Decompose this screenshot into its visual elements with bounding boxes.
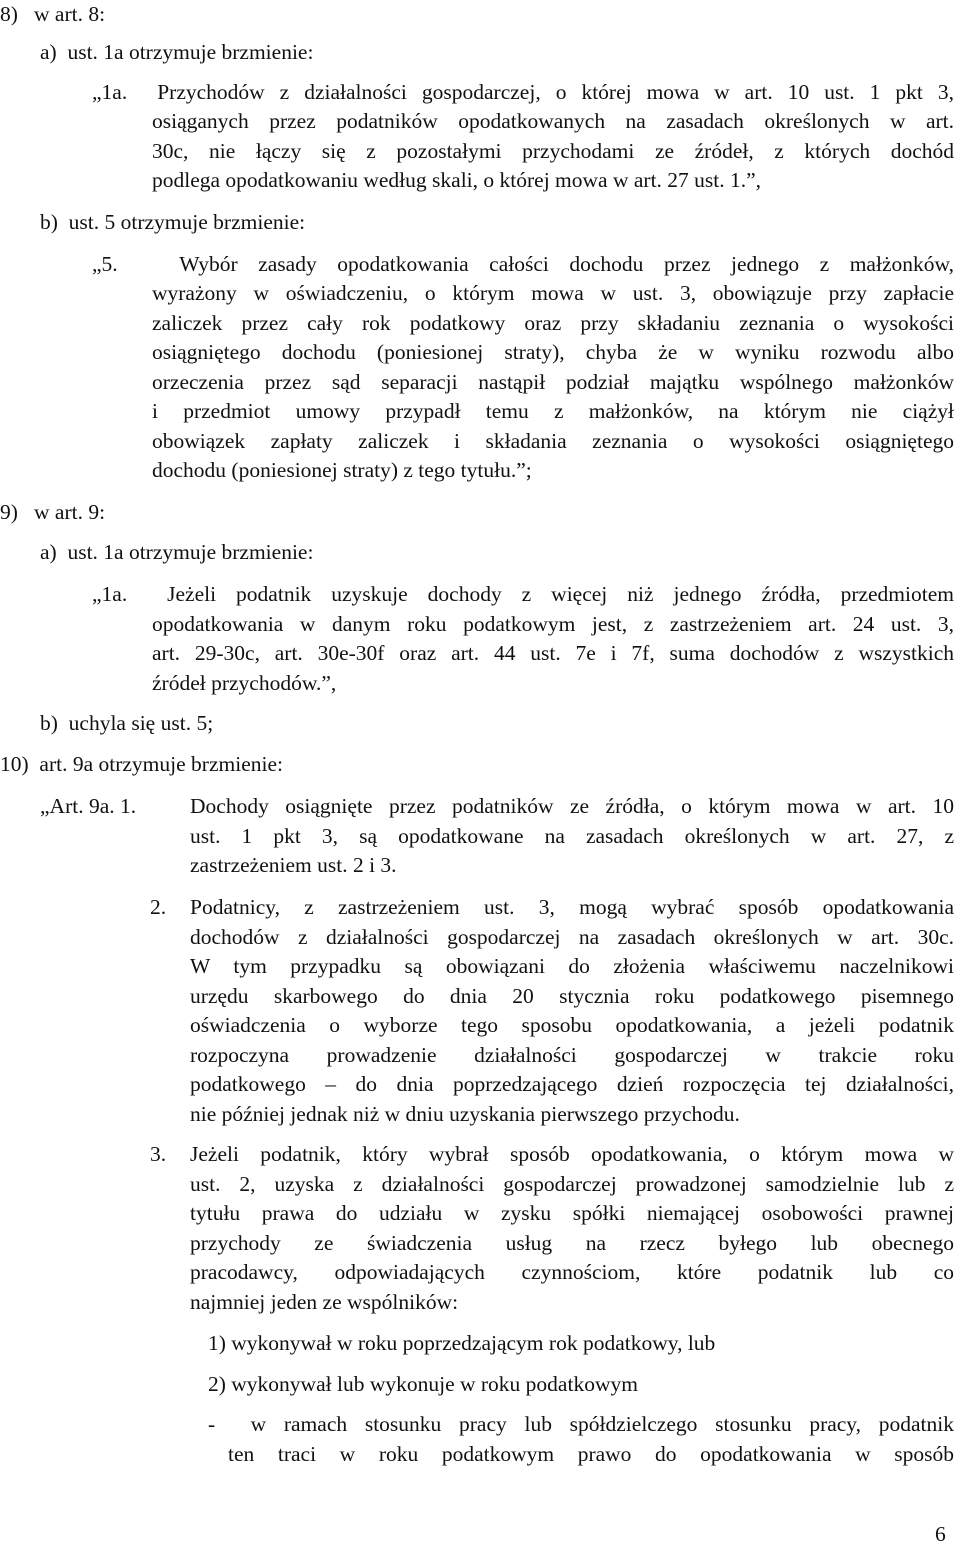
item-9a-line-1: „1a. Jeżeli podatnik uzyskuje dochody z więcej niż jednego źródła, przedmiotem	[92, 582, 954, 606]
art-9a-dash-line-2: ten traci w roku podatkowym prawo do opodatkowania w sposób	[228, 1442, 954, 1466]
item-8b-line-4: osiągniętego dochodu (poniesionej straty), chyba że w wyniku rozwodu albo	[152, 340, 954, 364]
art-9a-p3-label: 3.	[150, 1142, 167, 1166]
art-9a-label: „Art. 9a. 1.	[40, 794, 137, 818]
art-9a-p2-label: 2.	[150, 895, 167, 919]
item-9a-line-2: opodatkowania w danym roku podatkowym jest, z zastrzeżeniem art. 24 ust. 3,	[152, 612, 954, 636]
art-9a-p2-line-7: podatkowego – do dnia poprzedzającego dzień rozpoczęcia tej działalności,	[190, 1072, 954, 1096]
art-9a-p2-line-1: Podatnicy, z zastrzeżeniem ust. 3, mogą wybrać sposób opodatkowania	[190, 895, 954, 919]
item-8b-line-1: „5. Wybór zasady opodatkowania całości dochodu przez jednego z małżonków,	[92, 252, 954, 276]
art-9a-p2-line-8: nie później jednak niż w dniu uzyskania pierwszego przychodu.	[190, 1102, 740, 1126]
item-9b-heading: b) uchyla się ust. 5;	[40, 711, 214, 735]
art-9a-p1-line-1: Dochody osiągnięte przez podatników ze źródła, o którym mowa w art. 10	[190, 794, 954, 818]
art-9a-p2-line-2: dochodów z działalności gospodarczej na zasadach określonych w art. 30c.	[190, 925, 954, 949]
art-9a-p3-line-4: przychody ze świadczenia usług na rzecz byłego lub obecnego	[190, 1231, 954, 1255]
item-9a-line-3: art. 29-30c, art. 30e-30f oraz art. 44 ust. 7e i 7f, suma dochodów z wszystkich	[152, 641, 954, 665]
item-8b-line-5: orzeczenia przez sąd separacji nastąpił podział majątku wspólnego małżonków	[152, 370, 954, 394]
item-8a-line-4: podlega opodatkowaniu według skali, o której mowa w art. 27 ust. 1.”,	[152, 168, 762, 192]
item-8a-line-3: 30c, nie łączy się z pozostałymi przychodami ze źródeł, z których dochód	[152, 139, 954, 163]
item-8b-line-6: i przedmiot umowy przypadł temu z małżonków, na którym nie ciążył	[152, 399, 954, 423]
item-8a-line-2: osiąganych przez podatników opodatkowanych na zasadach określonych w art.	[152, 109, 954, 133]
art-9a-p2-line-5: oświadczenia o wyborze tego sposobu opodatkowania, a jeżeli podatnik	[190, 1013, 954, 1037]
item-8b-line-3: zaliczek przez cały rok podatkowy oraz przy składaniu zeznania o wysokości	[152, 311, 954, 335]
art-9a-p3-line-5: pracodawcy, odpowiadających czynnościom, które podatnik lub co	[190, 1260, 954, 1284]
art-9a-p3-sub-2: 2) wykonywał lub wykonuje w roku podatkowym	[208, 1372, 638, 1396]
item-8a-heading: a) ust. 1a otrzymuje brzmienie:	[40, 40, 314, 64]
art-9a-p2-line-3: W tym przypadku są obowiązani do złożenia właściwemu naczelnikowi	[190, 954, 954, 978]
item-8b-line-2: wyrażony w oświadczeniu, o którym mowa w ust. 3, obowiązuje przy zapłacie	[152, 281, 954, 305]
item-9a-line-4: źródeł przychodów.”,	[152, 671, 337, 695]
art-9a-p3-line-3: tytułu prawa do udziału w zysku spółki niemającej osobowości prawnej	[190, 1201, 954, 1225]
art-9a-p3-line-2: ust. 2, uzyska z działalności gospodarczej prowadzonej samodzielnie lub z	[190, 1172, 954, 1196]
item-8a-line-1: „1a. Przychodów z działalności gospodarczej, o której mowa w art. 10 ust. 1 pkt 3,	[92, 80, 954, 104]
art-9a-dash-line-1: - w ramach stosunku pracy lub spółdzielczego stosunku pracy, podatnik	[208, 1412, 954, 1436]
item-8b-line-7: obowiązek zapłaty zaliczek i składania zeznania o wysokości osiągniętego	[152, 429, 954, 453]
item-8-heading: 8) w art. 8:	[0, 2, 106, 26]
art-9a-p3-line-1: Jeżeli podatnik, który wybrał sposób opodatkowania, o którym mowa w	[190, 1142, 954, 1166]
art-9a-p1-line-3: zastrzeżeniem ust. 2 i 3.	[190, 853, 397, 877]
art-9a-p1-line-2: ust. 1 pkt 3, są opodatkowane na zasadach określonych w art. 27, z	[190, 824, 954, 848]
item-8b-line-8: dochodu (poniesionej straty) z tego tytułu.”;	[152, 458, 532, 482]
item-10-heading: 10) art. 9a otrzymuje brzmienie:	[0, 752, 283, 776]
art-9a-p2-line-4: urzędu skarbowego do dnia 20 stycznia roku podatkowego pisemnego	[190, 984, 954, 1008]
art-9a-p2-line-6: rozpoczyna prowadzenie działalności gospodarczej w trakcie roku	[190, 1043, 954, 1067]
page-number: 6	[935, 1522, 946, 1546]
item-8b-heading: b) ust. 5 otrzymuje brzmienie:	[40, 210, 306, 234]
item-9-heading: 9) w art. 9:	[0, 500, 106, 524]
item-9a-heading: a) ust. 1a otrzymuje brzmienie:	[40, 540, 314, 564]
art-9a-p3-sub-1: 1) wykonywał w roku poprzedzającym rok podatkowy, lub	[208, 1331, 716, 1355]
art-9a-p3-line-6: najmniej jeden ze wspólników:	[190, 1290, 459, 1314]
